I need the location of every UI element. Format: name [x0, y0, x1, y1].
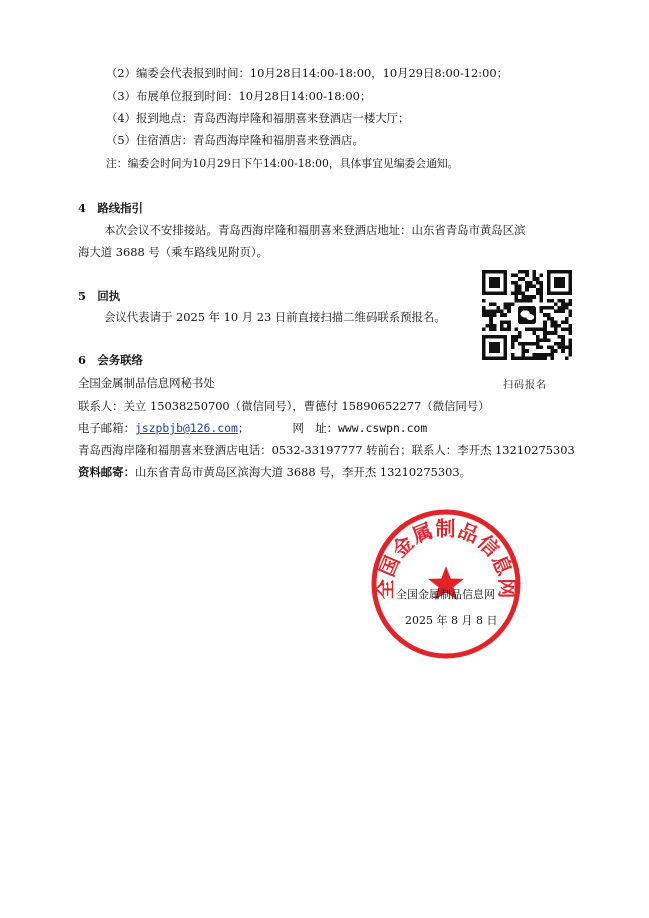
qr-module	[550, 306, 554, 310]
qr-module	[522, 346, 526, 350]
qr-module	[536, 346, 540, 350]
qr-module	[489, 302, 493, 306]
qr-module	[543, 353, 547, 357]
qr-module	[568, 331, 572, 335]
qr-module	[561, 310, 565, 314]
qr-module	[540, 310, 544, 314]
qr-module	[514, 288, 518, 292]
qr-module	[540, 328, 544, 332]
qr-module	[568, 346, 572, 350]
qr-module	[540, 356, 544, 360]
qr-module	[543, 320, 547, 324]
qr-module	[540, 353, 544, 357]
schedule-item-4: （4）报到地点：青岛西海岸隆和福朋喜来登酒店一楼大厅；	[106, 111, 410, 125]
qr-module	[550, 356, 554, 360]
qr-module	[547, 346, 551, 350]
qr-module	[558, 335, 562, 339]
qr-module	[561, 349, 565, 353]
qr-module	[568, 353, 572, 357]
qr-module	[540, 274, 544, 278]
qr-module	[511, 302, 515, 306]
qr-module	[493, 313, 497, 317]
qr-module	[525, 284, 529, 288]
receipt-paragraph: 会议代表请于 2025 年 10 月 23 日前直接扫描二维码联系预报名。	[104, 310, 446, 324]
qr-module	[522, 349, 526, 353]
qr-module	[558, 310, 562, 314]
qr-module	[486, 324, 490, 328]
qr-module	[568, 299, 572, 303]
route-paragraph-line-2: 海大道 3688 号（乘车路线见附页）。	[78, 245, 268, 259]
qr-module	[529, 295, 533, 299]
registration-qr-code[interactable]	[482, 270, 572, 360]
qr-module	[493, 302, 497, 306]
qr-module	[529, 328, 533, 332]
qr-module	[507, 320, 511, 324]
qr-module	[504, 328, 508, 332]
qr-module	[547, 317, 551, 321]
qr-module	[540, 292, 544, 296]
qr-module	[504, 306, 508, 310]
qr-module	[518, 342, 522, 346]
qr-module	[514, 356, 518, 360]
qr-module	[496, 306, 500, 310]
qr-module	[507, 302, 511, 306]
email-label: 电子邮箱：	[78, 421, 135, 435]
schedule-item-3: （3）布展单位报到时间：10月28日14:00-18:00；	[106, 89, 372, 103]
qr-module	[536, 335, 540, 339]
qr-module	[561, 335, 565, 339]
qr-module	[547, 353, 551, 357]
qr-module	[543, 331, 547, 335]
qr-module	[550, 349, 554, 353]
qr-module	[511, 292, 515, 296]
qr-module	[543, 313, 547, 317]
contact-org: 全国金属制品信息网秘书处	[78, 376, 215, 390]
qr-module	[565, 302, 569, 306]
qr-module	[522, 353, 526, 357]
qr-module	[522, 295, 526, 299]
qr-module	[518, 284, 522, 288]
qr-module	[550, 346, 554, 350]
qr-module	[536, 338, 540, 342]
mail-address: 山东省青岛市黄岛区滨海大道 3688 号，李开杰 13210275303。	[134, 465, 471, 479]
qr-module	[565, 320, 569, 324]
qr-module	[540, 299, 544, 303]
qr-module	[561, 299, 565, 303]
qr-module	[514, 328, 518, 332]
website-link[interactable]: www.cswpn.com	[338, 421, 428, 435]
schedule-item-2: （2）编委会代表报到时间：10月28日14:00-18:00，10月29日8:00-12:00；	[106, 66, 509, 80]
qr-module	[543, 335, 547, 339]
qr-module	[554, 342, 558, 346]
qr-module	[489, 328, 493, 332]
qr-module	[525, 328, 529, 332]
email-link[interactable]: jszpbjb@126.com	[134, 421, 238, 435]
qr-module	[511, 281, 515, 285]
contact-heading: 6 会务联络	[78, 353, 143, 367]
qr-module	[500, 310, 504, 314]
qr-module	[532, 328, 536, 332]
qr-caption: 扫码报名	[503, 380, 547, 391]
qr-module	[507, 328, 511, 332]
qr-module	[536, 328, 540, 332]
qr-module	[540, 281, 544, 285]
qr-module	[532, 331, 536, 335]
qr-module	[532, 274, 536, 278]
qr-module	[514, 295, 518, 299]
qr-module	[529, 281, 533, 285]
qr-module	[568, 328, 572, 332]
qr-module	[565, 306, 569, 310]
qr-module	[558, 346, 562, 350]
wechat-icon	[516, 304, 538, 326]
qr-module	[500, 324, 504, 328]
qr-module	[543, 338, 547, 342]
qr-module	[568, 313, 572, 317]
qr-module	[482, 306, 486, 310]
qr-module	[511, 342, 515, 346]
qr-module	[525, 295, 529, 299]
contact-hotel: 青岛西海岸隆和福朋喜来登酒店电话：0532-33197777 转前台；联系人：李开杰 13210275303	[78, 443, 575, 457]
qr-module	[532, 277, 536, 281]
qr-module	[511, 353, 515, 357]
qr-module	[532, 270, 536, 274]
qr-module	[514, 281, 518, 285]
qr-module	[554, 320, 558, 324]
qr-module	[489, 324, 493, 328]
qr-module	[518, 288, 522, 292]
qr-module	[522, 292, 526, 296]
qr-module	[532, 356, 536, 360]
qr-module	[550, 331, 554, 335]
qr-module	[518, 299, 522, 303]
qr-module	[540, 288, 544, 292]
qr-module	[518, 335, 522, 339]
qr-module	[536, 281, 540, 285]
qr-module	[554, 349, 558, 353]
qr-module	[550, 353, 554, 357]
qr-module	[561, 338, 565, 342]
qr-module	[514, 274, 518, 278]
qr-module	[525, 356, 529, 360]
qr-module	[522, 277, 526, 281]
qr-module	[568, 302, 572, 306]
qr-module	[547, 338, 551, 342]
qr-module	[529, 299, 533, 303]
qr-module	[554, 328, 558, 332]
qr-module	[550, 299, 554, 303]
qr-module	[568, 324, 572, 328]
qr-module	[565, 317, 569, 321]
qr-module	[525, 270, 529, 274]
qr-module	[536, 277, 540, 281]
qr-module	[547, 306, 551, 310]
qr-module	[543, 328, 547, 332]
qr-module	[511, 346, 515, 350]
qr-module	[529, 284, 533, 288]
schedule-item-5: （5）住宿酒店：青岛西海岸隆和福朋喜来登酒店。	[106, 133, 364, 147]
qr-module	[511, 335, 515, 339]
qr-module	[507, 306, 511, 310]
qr-module	[558, 342, 562, 346]
route-paragraph-line-1: 本次会议不安排接站。青岛西海岸隆和福朋喜来登酒店地址：山东省青岛市黄岛区滨	[104, 223, 526, 237]
schedule-note: 注：编委会时间为10月29日下午14:00-18:00，具体事宜见编委会通知。	[106, 157, 459, 170]
qr-module	[554, 310, 558, 314]
qr-module	[529, 342, 533, 346]
qr-module	[540, 284, 544, 288]
contact-email-row	[78, 420, 427, 436]
qr-module	[536, 292, 540, 296]
qr-module	[558, 324, 562, 328]
qr-module	[547, 313, 551, 317]
qr-module	[540, 346, 544, 350]
qr-module	[511, 338, 515, 342]
qr-module	[561, 346, 565, 350]
qr-module	[525, 274, 529, 278]
qr-module	[493, 328, 497, 332]
qr-module	[525, 281, 529, 285]
qr-module	[522, 270, 526, 274]
qr-module	[561, 302, 565, 306]
qr-module	[518, 292, 522, 296]
qr-module	[525, 342, 529, 346]
seal-org-line: 全国金属制品信息网	[396, 588, 495, 601]
qr-module	[561, 328, 565, 332]
qr-module	[561, 320, 565, 324]
qr-module	[514, 335, 518, 339]
qr-module	[547, 299, 551, 303]
qr-module	[525, 299, 529, 303]
route-heading: 4 路线指引	[78, 201, 143, 215]
qr-module	[540, 295, 544, 299]
qr-module	[518, 331, 522, 335]
qr-module	[565, 356, 569, 360]
qr-module	[554, 302, 558, 306]
qr-module	[511, 274, 515, 278]
qr-module	[568, 310, 572, 314]
contact-people: 联系人：关立 15038250700（微信同号），曹德付 15890652277（微信同号）	[78, 399, 490, 413]
qr-module	[529, 356, 533, 360]
qr-module	[550, 324, 554, 328]
qr-module	[532, 295, 536, 299]
qr-module	[550, 317, 554, 321]
qr-module	[500, 313, 504, 317]
qr-module	[543, 306, 547, 310]
qr-module	[568, 338, 572, 342]
qr-module	[568, 349, 572, 353]
qr-module	[482, 310, 486, 314]
qr-module	[514, 338, 518, 342]
qr-module	[500, 328, 504, 332]
qr-module	[511, 356, 515, 360]
qr-module	[507, 324, 511, 328]
qr-module	[504, 320, 508, 324]
qr-module	[540, 338, 544, 342]
qr-module	[489, 320, 493, 324]
qr-module	[518, 277, 522, 281]
qr-module	[514, 284, 518, 288]
qr-module	[543, 324, 547, 328]
qr-module	[536, 353, 540, 357]
qr-module	[500, 320, 504, 324]
seal-date: 2025 年 8 月 8 日	[405, 614, 498, 627]
qr-module	[558, 299, 562, 303]
qr-module	[522, 342, 526, 346]
qr-module	[565, 328, 569, 332]
qr-module	[496, 310, 500, 314]
mail-label: 资料邮寄：	[78, 465, 135, 479]
qr-module	[489, 313, 493, 317]
qr-module	[482, 313, 486, 317]
website-label: 网 址：	[292, 421, 339, 435]
receipt-heading: 5 回执	[78, 289, 121, 303]
qr-module	[489, 317, 493, 321]
qr-module	[525, 349, 529, 353]
qr-module	[482, 328, 486, 332]
qr-module	[525, 288, 529, 292]
qr-module	[547, 331, 551, 335]
qr-module	[482, 299, 486, 303]
qr-module	[504, 313, 508, 317]
qr-module	[554, 331, 558, 335]
qr-module	[536, 342, 540, 346]
qr-module	[568, 342, 572, 346]
qr-module	[486, 310, 490, 314]
qr-module	[565, 346, 569, 350]
official-seal	[370, 508, 522, 660]
seal-arc-text: 全国金属制品信息网	[372, 516, 520, 600]
qr-module	[493, 310, 497, 314]
qr-module	[536, 356, 540, 360]
qr-module	[504, 302, 508, 306]
qr-module	[522, 299, 526, 303]
qr-module	[518, 270, 522, 274]
qr-module	[532, 342, 536, 346]
qr-module	[514, 299, 518, 303]
qr-module	[507, 310, 511, 314]
qr-module	[536, 288, 540, 292]
qr-module	[561, 306, 565, 310]
qr-module	[486, 313, 490, 317]
qr-module	[514, 292, 518, 296]
email-separator: ；	[237, 421, 250, 435]
qr-module	[543, 356, 547, 360]
qr-module	[518, 356, 522, 360]
qr-module	[493, 324, 497, 328]
qr-module	[532, 284, 536, 288]
qr-module	[554, 324, 558, 328]
qr-module	[561, 342, 565, 346]
contact-mail-row	[78, 464, 471, 480]
qr-module	[489, 310, 493, 314]
qr-module	[532, 353, 536, 357]
qr-module	[540, 306, 544, 310]
qr-module	[558, 306, 562, 310]
qr-module	[522, 356, 526, 360]
qr-module	[550, 320, 554, 324]
